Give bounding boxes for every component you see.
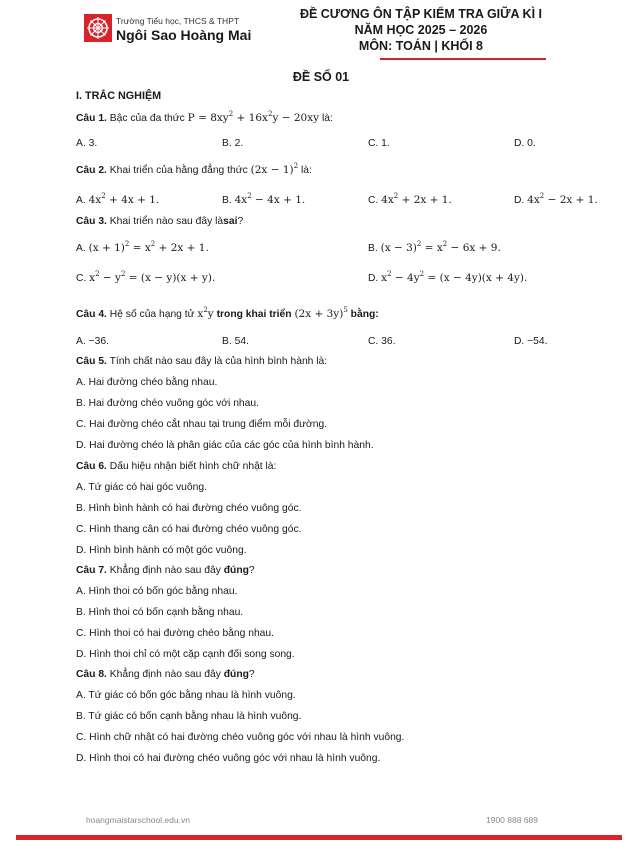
option-d: D. $x^2 - 4y^2 = (x - 4y)(x + 4y)$. (368, 270, 528, 284)
option-a: A. Hai đường chéo bằng nhau. (76, 377, 218, 388)
title-line-3: MÔN: TOÁN | KHỐI 8 (358, 39, 484, 53)
option-a: A. Tứ giác có bốn góc bằng nhau là hình vuông. (76, 690, 296, 701)
option-d: D. −54. (514, 336, 548, 347)
question-number: Câu 2. (76, 165, 107, 176)
section-heading: I. TRẮC NGHIỆM (76, 90, 162, 102)
question-tail: ? (248, 565, 255, 576)
option-d: D. $4x^2 - 2x + 1$. (514, 192, 598, 206)
question-tail: ? (248, 669, 255, 680)
question-number: Câu 6. (76, 461, 107, 472)
option-b: B. $4x^2 - 4x + 1$. (222, 192, 306, 206)
header-divider (380, 58, 546, 60)
option-a: A. $(x + 1)^2 = x^2 + 2x + 1$. (76, 240, 209, 254)
option-a: A. Hình thoi có bốn góc bằng nhau. (76, 586, 238, 597)
option-d: D. Hình bình hành có một góc vuông. (76, 545, 247, 556)
option-b: B. Tứ giác có bốn cạnh bằng nhau là hình vuông. (76, 711, 302, 722)
option-a: A. $4x^2 + 4x + 1$. (76, 192, 160, 206)
question-number: Câu 8. (76, 669, 107, 680)
page-header (0, 0, 640, 62)
school-name: Ngôi Sao Hoàng Mai (116, 27, 252, 43)
formula-binomial: $(2x + 3y)^5$ (294, 306, 348, 320)
option-a: A. 3. (76, 138, 98, 149)
question-mid: trong khai triển (216, 309, 292, 320)
option-d: D. Hình thoi chỉ có một cặp cạnh đối song song. (76, 649, 295, 660)
formula: $(2x - 1)^2$ (250, 162, 299, 176)
option-c: C. Hai đường chéo cắt nhau tại trung điểm mỗi đường. (76, 419, 328, 430)
question-text: Khẳng định nào sau đây (109, 565, 221, 576)
question-text: Tính chất nào sau đây là của hình bình hành là: (109, 356, 328, 367)
question-tail: là: (300, 165, 312, 176)
question-text: Bậc của đa thức (109, 113, 185, 124)
formula-term: $x^2y$ (197, 306, 214, 320)
question-text: Khẳng định nào sau đây (109, 669, 221, 680)
question-tail: bằng: (350, 309, 379, 320)
option-c: C. Hình thang cân có hai đường chéo vuông góc. (76, 524, 302, 535)
exam-number: ĐỀ SỐ 01 (292, 70, 350, 84)
question-6 (76, 461, 276, 472)
option-a: A. −36. (76, 336, 109, 347)
question-number: Câu 4. (76, 309, 107, 320)
option-b: B. $(x - 3)^2 = x^2 - 6x + 9$. (368, 240, 501, 254)
option-c: C. $x^2 - y^2 = (x - y)(x + y)$. (76, 270, 216, 284)
option-d: D. Hình thoi có hai đường chéo vuông góc với nhau là hình vuông. (76, 753, 381, 764)
question-8 (76, 669, 255, 680)
school-logo-icon (84, 14, 112, 42)
question-5 (76, 356, 327, 367)
option-b: B. 2. (222, 138, 244, 149)
title-line-1: ĐỀ CƯƠNG ÔN TẬP KIỂM TRA GIỮA KÌ I (299, 7, 542, 21)
title-line-2: NĂM HỌC 2025 – 2026 (354, 23, 488, 37)
question-number: Câu 1. (76, 113, 107, 124)
question-emphasis: đúng (223, 565, 249, 576)
question-1 (76, 112, 333, 124)
question-text: Khai triển nào sau đây là (109, 216, 224, 227)
question-tail: ? (237, 216, 244, 227)
option-a: A. Tứ giác có hai góc vuông. (76, 482, 207, 493)
question-text: Khai triển của hằng đẳng thức (109, 165, 248, 176)
document-title (300, 6, 542, 54)
question-2 (76, 164, 312, 176)
option-b: B. Hai đường chéo vuông góc với nhau. (76, 398, 259, 409)
question-number: Câu 7. (76, 565, 107, 576)
question-emphasis: đúng (223, 669, 249, 680)
question-tail: là: (321, 113, 333, 124)
question-7 (76, 565, 255, 576)
footer-phone: 1900 888 689 (486, 815, 538, 825)
question-4 (76, 308, 379, 320)
question-text: Hệ số của hạng tử (109, 309, 195, 320)
question-text: Dấu hiệu nhận biết hình chữ nhật là: (109, 461, 277, 472)
option-d: D. Hai đường chéo là phân giác của các góc của hình bình hành. (76, 440, 374, 451)
formula: $P = 8xy^2 + 16x^2y - 20xy$ (187, 110, 320, 124)
question-number: Câu 3. (76, 216, 107, 227)
footer-bar (16, 835, 622, 840)
school-subtitle: Trường Tiểu học, THCS & THPT (116, 16, 240, 26)
option-b: B. 54. (222, 336, 249, 347)
question-number: Câu 5. (76, 356, 107, 367)
option-c: C. 36. (368, 336, 396, 347)
option-c: C. $4x^2 + 2x + 1$. (368, 192, 452, 206)
question-3 (76, 216, 243, 227)
option-c: C. Hình chữ nhật có hai đường chéo vuông góc với nhau là hình vuông. (76, 732, 405, 743)
option-b: B. Hình bình hành có hai đường chéo vuông góc. (76, 503, 302, 514)
option-b: B. Hình thoi có bốn cạnh bằng nhau. (76, 607, 244, 618)
option-c: C. 1. (368, 138, 390, 149)
question-emphasis: sai (223, 216, 238, 227)
option-c: C. Hình thoi có hai đường chéo bằng nhau. (76, 628, 274, 639)
footer-website[interactable]: hoangmaistarschool.edu.vn (86, 815, 190, 825)
option-d: D. 0. (514, 138, 536, 149)
